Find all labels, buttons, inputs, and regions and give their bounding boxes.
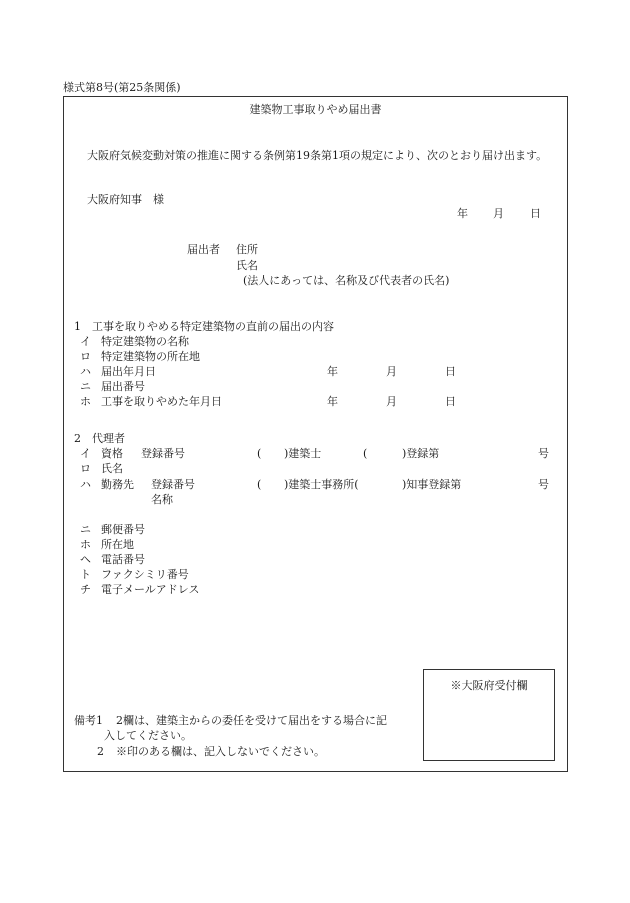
office-label: )建築士事務所( <box>284 478 359 491</box>
month-label: 月 <box>386 395 397 408</box>
section2-item-label: 氏名 <box>101 462 123 475</box>
section2-item-label: 郵便番号 <box>101 523 145 536</box>
section2-item-mark: ト <box>80 568 91 581</box>
section1-item-label: 工事を取りやめた年月日 <box>101 395 222 408</box>
section2-item-label: 資格 <box>101 447 123 460</box>
remarks-note1-line2: 入してください。 <box>104 729 192 742</box>
section2-item-mark: ハ <box>80 478 91 491</box>
registration-no-label: )登録第 <box>402 447 440 460</box>
section2-item-mark: チ <box>80 583 91 596</box>
section2-item-label: 勤務先 <box>101 478 134 491</box>
paren-open: ( <box>363 447 368 460</box>
section2-item-label: 電話番号 <box>101 553 145 566</box>
form-title: 建築物工事取りやめ届出書 <box>249 103 382 116</box>
year-label: 年 <box>327 395 338 408</box>
date-day-label: 日 <box>530 207 541 220</box>
section2-item-mark: イ <box>80 447 91 460</box>
notifier-address-label: 住所 <box>236 243 258 256</box>
remarks-note1-line1: 2欄は、建築主からの委任を受けて届出をする場合に記 <box>116 714 387 727</box>
go-label: 号 <box>538 478 549 491</box>
section1-item-mark: ホ <box>80 395 91 408</box>
form-number: 様式第8号(第25条関係) <box>63 81 181 94</box>
section1-item-mark: ロ <box>80 350 91 363</box>
remarks-label: 備考1 <box>74 714 103 727</box>
month-label: 月 <box>386 365 397 378</box>
registration-number-label: 登録番号 <box>141 447 185 460</box>
notifier-corp-note: (法人にあっては、名称及び代表者の氏名) <box>243 274 450 287</box>
intro-text: 大阪府気候変動対策の推進に関する条例第19条第1項の規定により、次のとおり届け出ます。 <box>87 149 548 162</box>
section2-item-mark: ニ <box>80 523 91 536</box>
section2-item-mark: ロ <box>80 462 91 475</box>
reception-label: ※大阪府受付欄 <box>450 679 528 692</box>
section1-item-label: 届出年月日 <box>101 365 156 378</box>
day-label: 日 <box>445 365 456 378</box>
section1-item-label: 届出番号 <box>101 380 145 393</box>
date-month-label: 月 <box>493 207 504 220</box>
office-name-label: 名称 <box>151 493 173 506</box>
section1-item-mark: ハ <box>80 365 91 378</box>
paren-open: ( <box>257 447 262 460</box>
section2-item-label: 電子メールアドレス <box>101 583 200 596</box>
year-label: 年 <box>327 365 338 378</box>
kenchikushi-label: )建築士 <box>284 447 322 460</box>
go-label: 号 <box>538 447 549 460</box>
notifier-name-label: 氏名 <box>236 259 258 272</box>
day-label: 日 <box>445 395 456 408</box>
section2-item-label: 所在地 <box>101 538 134 551</box>
date-year-label: 年 <box>457 207 468 220</box>
notifier-label: 届出者 <box>187 243 220 256</box>
section1-item-mark: イ <box>80 335 91 348</box>
remarks-note2: ※印のある欄は、記入しないでください。 <box>116 745 325 758</box>
section1-item-mark: ニ <box>80 380 91 393</box>
section2-item-label: ファクシミリ番号 <box>101 568 189 581</box>
section1-item-label: 特定建築物の所在地 <box>101 350 200 363</box>
section2-heading: 2 代理者 <box>74 432 125 445</box>
registration-number-label: 登録番号 <box>151 478 195 491</box>
section1-item-label: 特定建築物の名称 <box>101 335 189 348</box>
governor-registration-label: )知事登録第 <box>402 478 462 491</box>
section2-item-mark: ヘ <box>80 553 91 566</box>
remarks-note2-number: 2 <box>97 745 104 758</box>
addressee: 大阪府知事 様 <box>87 193 164 206</box>
section2-item-mark: ホ <box>80 538 91 551</box>
paren-open: ( <box>257 478 262 491</box>
reception-box <box>423 669 555 761</box>
section1-heading: 1 工事を取りやめる特定建築物の直前の届出の内容 <box>74 320 334 333</box>
